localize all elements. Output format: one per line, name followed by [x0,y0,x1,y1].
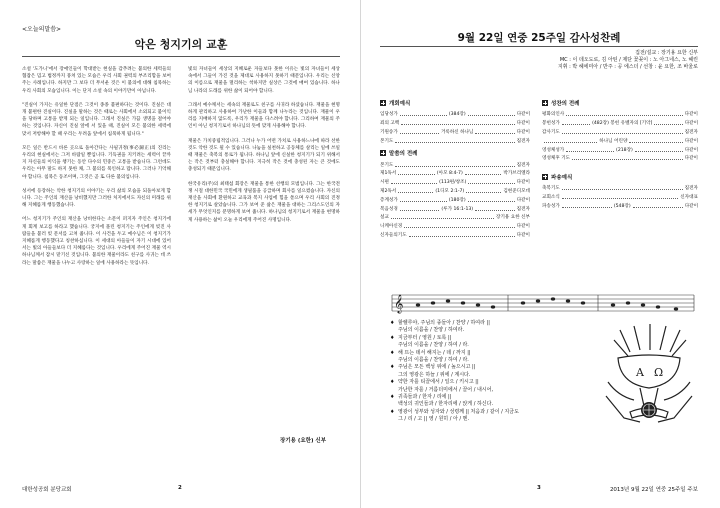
psalm-text [390,320,600,424]
footer-date: 2013년 9월 22일 연중 25주일 주보 [609,487,698,493]
section-heading: 성찬의 전례 [542,99,698,107]
cross-mark-icon [542,174,548,180]
order-row: 파송성가 (548장) 다같이 [542,203,699,209]
order-right [542,95,698,210]
svg-text:A: A [636,366,644,379]
psalm-line: 가난한 자를 / 거름더미에서 / 끌어 / 내시어, [398,386,494,393]
svg-text:𝄞: 𝄞 [394,294,404,313]
psalm-line: ♦ 지금부터 / 영원 / 토록 || [390,334,452,341]
psalm-line: 백성의 귀인들과 / 한자리에 / 앉게 / 하신다. [398,401,494,408]
paragraph: 빛의 자녀들이 세상의 지혜로운 자들보다 못한 이유는 빛의 자녀들이 세상 속에서 그들이 가진 것을 제대로 사용하지 못하기 때문입니다. 우리는 신앙의 이름으로 재물을 멀리하는 척하지만 실상은 그것에 매여 있습니다. 하나님 나라의 도래를 위한 삶이 되어야 합니다. [188,67,340,94]
section-tag: <오늘의말씀> [22,26,62,33]
order-row: 죄의 고백 다같이 [380,121,530,127]
paragraph: "진실이 가지는 유일한 단점은 그것이 종종 불편하다는 것이다. 진실은 대개 불편한 진실이다. 진실을 말하는 것은 때로는 사회에서 소외되고 불이익을 당하며 고통을 받게 되는 일입니다. 그래서 진실은 가끔 생명을 걸어야 하는 것입니다. 자신이 진실 앞에 서 있을 때, 진실이 모든 불의한 세력에 맞서 저항해야 할 때 우리는 두려움 앞에서 침묵하게 됩니다." [22,102,171,137]
cross-mark-icon [380,150,386,156]
service-title: 9월 22일 연중 25주일 감사성찬례 [457,32,621,44]
page-number: 3 [537,485,541,491]
paragraph: 소설 '도가니'에서 장애인들이 학대받는 현실을 감추려는 불의한 세력들의 협잡은 밉고 법정까지 뭉쳐 있는 모습은 우리 사회 권력의 부조리함을 보여주는 사례입니다. 하지만 그 보다 더 무서운 것은 이 불의에 대해 침묵하는 우리 사회의 모습입니다. 이는 단지 소설 속의 이야기만이 아닙니다. [22,67,171,94]
credits [380,50,698,72]
credit-line: MC : 이 데오도로, 김 아틴 / 제단 꽃꽂이 : 노 아그네스, 노 헤린 [559,57,698,64]
psalm-line: 주님의 이름을 / 찬양 / 하여라. [398,327,465,334]
page-fold [360,0,361,508]
order-row: 층계성가 (180장) 다같이 [380,197,531,203]
cross-mark-icon [380,100,386,106]
order-row: 교회소식 신자대표 [542,194,698,200]
order-row: 하나님 어린양 다같이 [542,136,698,145]
svg-text:Ω: Ω [654,366,664,379]
order-row: 니케아신경 다같이 [380,224,530,230]
order-row: 제1독서 (아모 8:4-7) 박가브리엘라 [380,171,531,177]
paragraph: 모든 일은 반드시 바른 곳으로 돌아간다는 사필귀정(事必歸正)의 진리는 우리의 현실에서는 그저 바람일 뿐입니다. 기득권을 지키려는 세력이 끝까지 자신들의 이익을 챙기는 동안 다수의 민중은 고통을 받습니다. 그런데도 우리는 아무 말도 하지 못한 채, 그 불의를 묵인하고 맙니다. 그러나 기억해야 합니다. 침묵은 동조이며, 그것은 곧 또 다른 불의입니다. [22,145,171,180]
psalm-line: ♦ 주님은 모든 백성 위에 / 높으시고 || [390,364,476,371]
psalm-line: ♦ 영광이 성부와 성자와 / 성령께 || 처음과 / 같이 / 지금도 [390,408,519,415]
psalm-line: ♦ 해 뜨는 데서 해지는 / 데 / 까지 || [390,349,471,356]
order-row: 입당성가 (384장) 다같이 [380,112,531,118]
psalm-line: ♦ 약한 자를 티끌에서 / 일으 / 키시고 || [390,379,479,386]
paragraph: 그래서 예수께서는 세속의 재물로도 친구를 사귀라 하셨습니다. 재물을 현명하게 관리하고 사용하여 가난한 이들과 함께 나누라는 것입니다. 재물이 우리를 지배하지 않도록, 우리가 재물을 다스려야 합니다. 그리하여 재물의 주인이 아닌 청지기로서 하나님의 뜻에 맞게 사용해야 합니다. [188,102,340,130]
right-column [188,66,340,418]
order-row: 제2독서 (1디모 2:1-7) 김현준디모데 [380,188,530,194]
order-row: 본기도 집전자 [380,138,530,144]
credit-line: 지휘 : 박 헤에미아 / 반주 : 공 에스더 / 선창 : 윤 요한, 조 바울로 [557,64,698,71]
order-row: 봉헌성가 (482장) 봉헌 유벨자의 [기악] 다같이 [542,121,699,127]
psalm-line: 그 / 리 / 고 || 영 / 원히 / 아 / 멘. [398,416,470,423]
order-row: 평화의인사 다같이 [542,112,698,118]
paragraph: 어느 청지기가 주인의 재산을 낭비한다는 소문이 퍼지자 주인은 청지기에게 회계 보고를 하라고 했습니다. 궁지에 몰린 청지기는 주인에게 빚진 사람들을 불러 빚 문서를 고쳐 줍니다. 이 사건을 두고 예수님은 이 청지기가 지혜롭게 행동했다고 칭찬하십니다. 이 세대의 아들들이 자기 시대에 있어서는 빛의 아들들보다 더 지혜롭다는 것입니다. 우리에게 주어진 재물 역시 하나님께서 잠시 맡기신 것입니다. 불의한 재물이라도 친구를 사귀는 데 쓰라는 말씀은 재물을 나누고 사랑하는 일에 사용하라는 뜻입니다. [22,217,171,266]
order-left [380,95,530,239]
order-row: 신자들의기도 다같이 [380,232,530,238]
order-row: 본기도 집전자 [380,162,530,168]
signature: 장기용 (요한) 신부 [280,438,327,444]
section-heading: 개회예식 [380,99,530,107]
chalice-illustration [600,322,698,434]
page-number: 2 [178,485,182,491]
section-heading: 말씀의 전례 [380,149,530,157]
title-rule [380,46,698,47]
order-row: 영성체후 기도 다같이 [542,156,698,162]
cross-mark-icon [542,100,548,106]
order-row: 기원송가 거룩하신 하나님 다같이 [380,129,530,135]
order-row: 축복기도 집전자 [542,186,698,192]
order-row: 감사기도 집전자 [542,129,698,135]
section-heading: 파송예식 [542,173,698,181]
order-row: 복음성경 (루가 16:1-13) 집전자 [380,206,530,212]
psalm-line: ♦ 귀족들과 / 한자 / 리에 || [390,394,452,401]
paragraph: 성서에 등장하는 악한 청지기의 이야기는 우리 삶의 모습을 되돌아보게 합니다. 그는 주인의 재산을 낭비했지만 그러한 처지에서도 자신의 미래를 위해 지혜롭게 행동했습니다. [22,188,171,209]
psalm-line: 주님의 이름을 / 찬양 / 하여 / 라. [398,342,469,349]
paragraph: 재물은 가치중립적입니다. 그러나 누가 어떤 가치로 사용하느냐에 따라 선한 것도 악한 것도 될 수 있습니다. 나눔을 실천하고 공동체를 살리는 일에 쓰일 때 재물은 축복의 통로가 됩니다. 하나님 앞에 신실한 청지기가 되기 위해서는 작은 것부터 충실해야 합니다. 지극히 작은 것에 충성된 자는 큰 것에도 충성되기 때문입니다. [188,138,340,173]
footer-church: 대한성공회 분당교회 [22,487,72,493]
page-title: 악은 청지기의 교훈 [134,38,228,51]
psalm-line: 그의 영광은 하늘 / 위에 / 계시다. [398,371,471,378]
music-staff-image [388,288,698,314]
left-column [22,66,171,442]
title-rule [22,56,340,57]
order-row: 설교 장기용 요한 신부 [380,215,530,221]
psalm-line: 주님의 이름을 / 찬양 / 하여 / 라. [398,357,469,364]
psalm-line: ♦ 할렐루야, 주님의 종들아 / 찬양 / 하여라 || [390,320,490,326]
paragraph: 한국유리(주)의 최태섭 회장은 재물을 통한 선행의 모범입니다. 그는 한국전쟁 시절 대한민국 국민에게 생필품을 공급하며 회사를 일으켰습니다. 자신의 재산을 사회에 환원하고 교육과 복지 사업에 힘을 쏟으며 우리 사회의 진정한 청지기로 살았습니다. 그가 보여 준 삶은 재물을 대하는 그리스도인의 자세가 무엇인지를 분명하게 보여 줍니다. 하나님의 청지기로서 재물을 현명하게 사용하는 삶이 오늘 우리에게 주어진 사명입니다. [188,181,340,223]
order-row: 영성체성가 (218장) 다같이 [542,147,699,153]
order-row: 시편 (113편/창조) 다같이 [380,180,530,186]
credit-line: 집전/설교 : 장기용 요한 신부 [635,50,698,56]
